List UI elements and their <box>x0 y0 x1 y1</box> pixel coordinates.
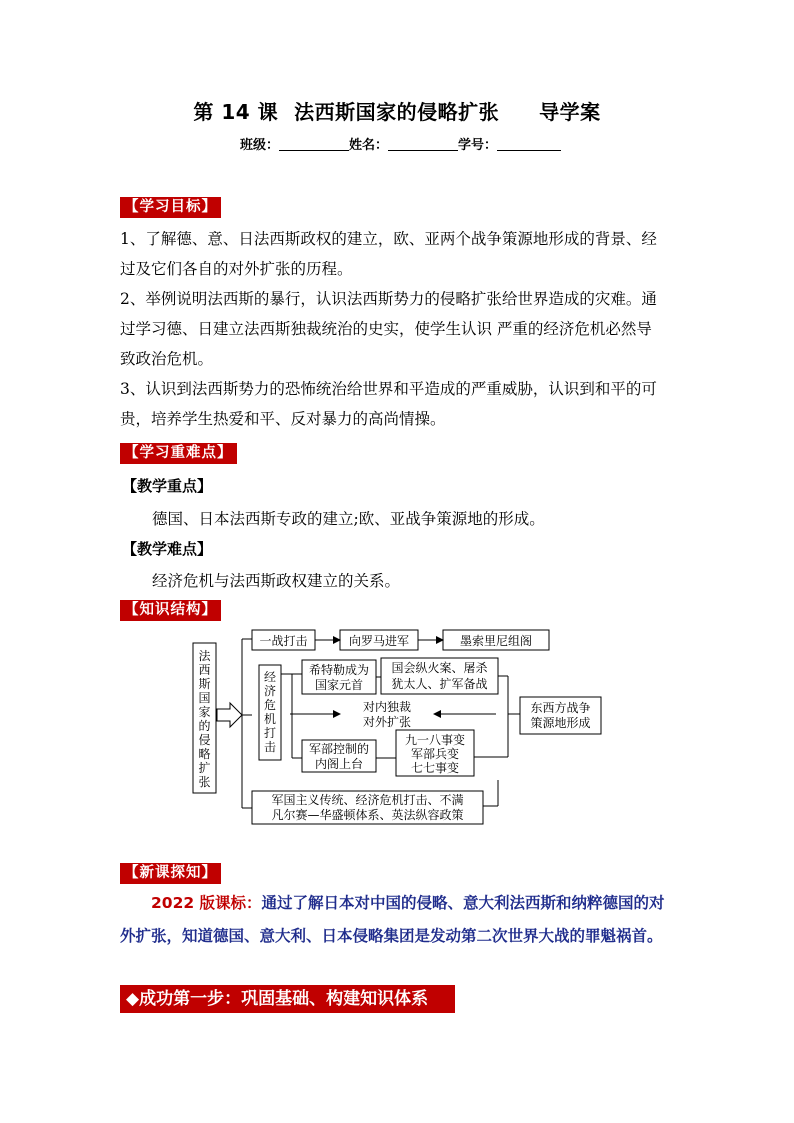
name-label: 姓名： <box>349 138 389 153</box>
crisis-char: 击 <box>263 740 277 754</box>
id-label: 学号： <box>458 138 498 153</box>
difficulty-text: 经济危机与法西斯政权建立的关系。 <box>152 572 401 590</box>
root-char: 略 <box>198 747 211 761</box>
root-char: 的 <box>198 719 211 733</box>
title-type: 导学案 <box>539 100 601 124</box>
standard-label: 2022 版课标： <box>151 894 262 912</box>
structure-heading: 【知识结构】 <box>120 600 221 621</box>
key-points-heading: 【学习重难点】 <box>120 443 237 464</box>
objectives-heading: 【学习目标】 <box>120 197 221 218</box>
root-char: 扩 <box>198 761 211 775</box>
hitler-line: 希特勒成为 <box>308 663 370 677</box>
crisis-char: 打 <box>263 726 277 740</box>
sources-line: 东西方战争 <box>530 701 591 715</box>
root-char: 斯 <box>198 677 211 691</box>
standard-text-1: 通过了解日本对中国的侵略、意大利法西斯和纳粹德国的对 <box>261 894 665 912</box>
military-line: 军部控制的 <box>308 742 370 756</box>
step-one-banner: ◆成功第一步：巩固基础、构建知识体系 <box>120 985 455 1013</box>
title-lesson: 第 14 课 <box>193 100 279 124</box>
new-lesson-heading: 【新课探知】 <box>120 863 221 884</box>
difficulty-label: 【教学难点】 <box>122 540 213 558</box>
objective-line: 致政治危机。 <box>120 350 214 368</box>
curriculum-standard-cont <box>120 920 685 953</box>
standard-text-2: 外扩张，知道德国、意大利、日本侵略集团是发动第二次世界大战的罪魁祸首。 <box>120 927 663 945</box>
hitler-line: 国家元首 <box>314 678 364 692</box>
curriculum-standard <box>120 887 685 920</box>
reichstag-line: 国会纵火案、屠杀 <box>391 661 488 675</box>
class-label: 班级： <box>240 138 280 153</box>
hollow-arrow <box>217 703 242 727</box>
root-char: 法 <box>198 649 211 663</box>
root-char: 侵 <box>198 733 211 747</box>
root-char: 张 <box>198 775 211 789</box>
objective-line: 贵，培养学生热爱和平、反对暴力的高尚情操。 <box>120 410 446 428</box>
objective-line: 3、认识到法西斯势力的恐怖统治给世界和平造成的严重威胁，认识到和平的可 <box>120 380 657 398</box>
crisis-char: 经 <box>263 670 277 684</box>
incident-line: 军部兵变 <box>410 747 460 761</box>
crisis-char: 济 <box>263 684 277 698</box>
incident-line: 九一八事变 <box>404 733 466 747</box>
bottom-line: 军国主义传统、经济危机打击、不满 <box>271 793 464 807</box>
center-line: 对外扩张 <box>362 715 412 729</box>
crisis-char: 危 <box>263 698 277 712</box>
sources-line: 策源地形成 <box>530 716 591 730</box>
focus-label: 【教学重点】 <box>122 477 213 495</box>
mussolini-label: 墨索里尼组阁 <box>459 634 533 648</box>
bottom-line: 凡尔赛—华盛顿体系、英法纵容政策 <box>271 808 464 822</box>
root-char: 家 <box>198 705 211 719</box>
objective-line: 1、了解德、意、日法西斯政权的建立，欧、亚两个战争策源地形成的背景、经 <box>120 230 657 248</box>
root-char: 西 <box>198 663 211 677</box>
root-char: 国 <box>198 691 211 705</box>
center-line: 对内独裁 <box>362 700 412 714</box>
objective-line: 过及它们各自的对外扩张的历程。 <box>120 260 353 278</box>
rome-label: 向罗马进军 <box>348 634 410 648</box>
reichstag-line: 犹太人、扩军备战 <box>391 677 488 691</box>
focus-text: 德国、日本法西斯专政的建立;欧、亚战争策源地的形成。 <box>152 510 545 528</box>
military-line: 内阁上台 <box>314 757 364 771</box>
crisis-char: 机 <box>263 712 277 726</box>
objective-line: 2、举例说明法西斯的暴行，认识法西斯势力的侵略扩张给世界造成的灾难。通 <box>120 290 657 308</box>
ww1-label: 一战打击 <box>259 634 308 648</box>
title-topic: 法西斯国家的侵略扩张 <box>294 100 500 124</box>
objective-line: 过学习德、日建立法西斯独裁统治的史实，使学生认识 严重的经济危机必然导 <box>120 320 652 338</box>
incident-line: 七七事变 <box>410 761 460 775</box>
